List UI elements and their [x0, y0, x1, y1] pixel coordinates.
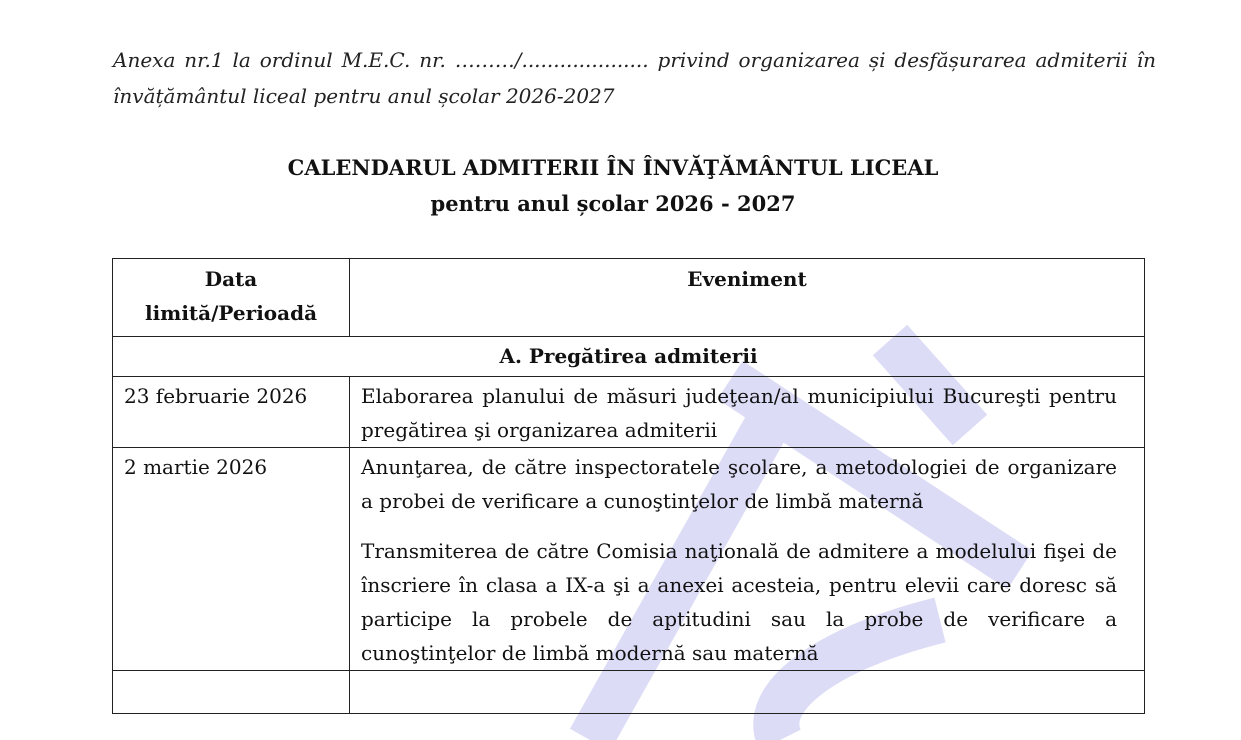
row-date: 2 martie 2026: [113, 448, 350, 671]
row-date-empty: [113, 671, 350, 714]
event-text: Transmiterea de către Comisia naţională de admitere a modelului fişei de înscriere în clasa a IX-a şi a anexei acesteia, pentru elevii care doresc să participe la probele de aptitudini sau la probe de verificare a cunoştinţelor de limbă modernă sau maternă: [361, 539, 1117, 665]
table-row-partial: [113, 671, 1145, 714]
header-date-line1: Data: [204, 267, 258, 291]
row-date: 23 februarie 2026: [113, 377, 350, 448]
header-event: Eveniment: [350, 259, 1145, 337]
row-event-empty: [350, 671, 1145, 714]
document-subtitle: pentru anul școlar 2026 - 2027: [430, 191, 796, 216]
row-event: [350, 448, 1145, 671]
annex-reference: Anexa nr.1 la ordinul M.E.C. nr. ………/.................... privind organizarea și desfășurarea admiterii în învățământul liceal pentru anul școlar 2026-2027: [113, 48, 1156, 108]
document-title: CALENDARUL ADMITERII ÎN ÎNVĂŢĂMÂNTUL LICEAL: [287, 155, 939, 180]
document-title-block: [113, 150, 1113, 222]
section-a-heading: A. Pregătirea admiterii: [113, 337, 1145, 377]
admission-calendar-table: [112, 258, 1145, 714]
section-row: [113, 337, 1145, 377]
header-date-line2: limită/Perioadă: [144, 301, 318, 325]
event-text: Anunţarea, de către inspectoratele şcolare, a metodologiei de organizare a probei de verificare a cunoştinţelor de limbă maternă: [361, 455, 1117, 513]
header-date: [113, 259, 350, 337]
table-row: [113, 448, 1145, 671]
table-header-row: [113, 259, 1145, 337]
event-text: Elaborarea planului de măsuri judeţean/al municipiului Bucureşti pentru pregătirea şi organizarea admiterii: [361, 384, 1117, 442]
row-event: [350, 377, 1145, 448]
table-row: [113, 377, 1145, 448]
